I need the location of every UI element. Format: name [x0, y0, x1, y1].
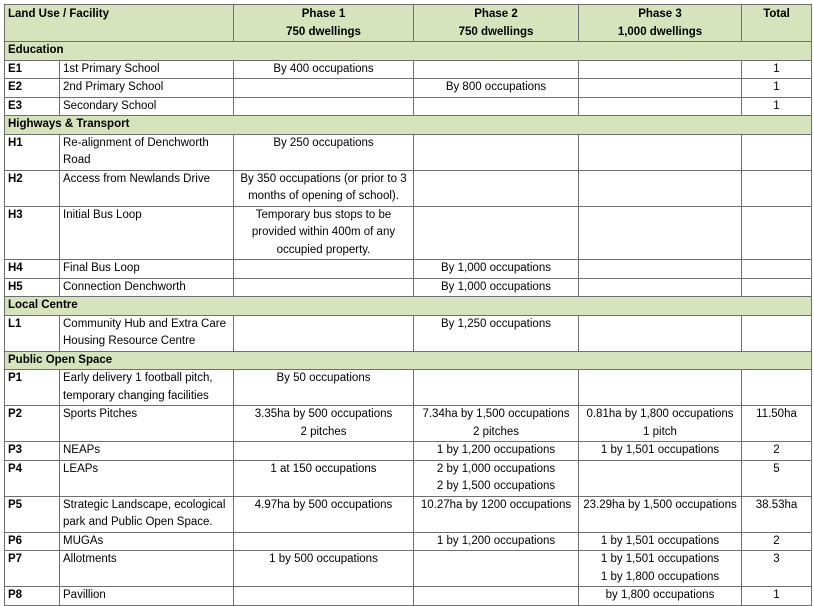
header-phase-1-title: Phase 1: [301, 8, 346, 20]
cell-line: 2 by 1,500 occupations: [436, 480, 556, 492]
cell-line: 2 pitches: [300, 425, 347, 438]
row-code: E2: [5, 79, 60, 98]
cell-line: Road: [63, 154, 91, 166]
facility-cell: [60, 532, 234, 551]
total-cell: [742, 278, 812, 297]
cell-line: Initial Bus Loop: [63, 208, 142, 221]
phase-3-cell: [579, 60, 742, 79]
header-total: Total: [742, 5, 812, 42]
phase-3-cell: [579, 370, 742, 406]
table-row: [5, 260, 812, 279]
phase-3-cell: [579, 134, 742, 170]
phase-1-cell: [234, 442, 414, 461]
phase-2-cell: [414, 315, 579, 351]
cell-line: Temporary bus stops to be: [255, 208, 392, 221]
total-cell: [742, 587, 812, 606]
cell-line: Community Hub and Extra Care: [63, 317, 226, 330]
table-row: [5, 442, 812, 461]
total-cell: [742, 406, 812, 442]
phase-3-cell: [579, 97, 742, 116]
phase-2-cell: [414, 278, 579, 297]
cell-line: 1 at 150 occupations: [270, 462, 377, 475]
phase-1-cell: [234, 97, 414, 116]
phase-3-cell: [579, 460, 742, 496]
row-code: H1: [5, 134, 60, 170]
table-row: [5, 587, 812, 606]
cell-line: 1 by 1,501 occupations: [600, 534, 720, 547]
phase-3-cell: [579, 442, 742, 461]
section-title: Local Centre: [5, 297, 812, 316]
cell-line: months of opening of school).: [248, 190, 399, 202]
phase-2-cell: [414, 370, 579, 406]
section-row: [5, 351, 812, 370]
cell-line: 1 by 1,200 occupations: [436, 444, 556, 456]
table-row: [5, 315, 812, 351]
phase-1-cell: [234, 260, 414, 279]
cell-line: 7.34ha by 1,500 occupations: [422, 408, 570, 420]
facility-cell: [60, 315, 234, 351]
cell-line: Pavillion: [63, 589, 106, 601]
cell-line: Sports Pitches: [63, 408, 138, 420]
cell-line: occupied property.: [276, 243, 371, 256]
cell-line: Re-alignment of Denchworth: [63, 136, 209, 149]
facility-cell: [60, 551, 234, 587]
row-code: L1: [5, 315, 60, 351]
phase-3-cell: [579, 587, 742, 606]
facility-cell: [60, 370, 234, 406]
phase-2-cell: [414, 170, 579, 206]
row-code: E1: [5, 60, 60, 79]
cell-line: 38.53ha: [755, 498, 798, 511]
facility-cell: [60, 442, 234, 461]
cell-line: Allotments: [63, 553, 117, 565]
phase-1-cell: [234, 170, 414, 206]
cell-line: 3.35ha by 500 occupations: [254, 408, 393, 420]
phase-2-cell: [414, 60, 579, 79]
phase-2-cell: [414, 551, 579, 587]
table-row: [5, 60, 812, 79]
phase-3-cell: [579, 496, 742, 532]
phase-2-cell: [414, 260, 579, 279]
facility-cell: [60, 79, 234, 98]
table-row: [5, 460, 812, 496]
total-cell: [742, 532, 812, 551]
total-cell: [742, 79, 812, 98]
header-phase-1: [234, 5, 414, 42]
row-code: P8: [5, 587, 60, 606]
facility-cell: [60, 170, 234, 206]
cell-line: 1: [773, 99, 780, 112]
total-cell: [742, 134, 812, 170]
table-row: [5, 170, 812, 206]
phase-1-cell: [234, 496, 414, 532]
phase-3-cell: [579, 79, 742, 98]
phase-2-cell: [414, 134, 579, 170]
infrastructure-phasing-table: [4, 4, 812, 606]
phase-2-cell: [414, 79, 579, 98]
cell-line: 1 by 500 occupations: [269, 553, 378, 565]
phase-1-cell: [234, 79, 414, 98]
table-row: [5, 134, 812, 170]
cell-line: Final Bus Loop: [63, 262, 140, 274]
phase-2-cell: [414, 406, 579, 442]
section-title: Highways & Transport: [5, 116, 812, 135]
phase-1-cell: [234, 551, 414, 587]
cell-line: Strategic Landscape, ecological: [63, 498, 226, 511]
cell-line: by 1,800 occupations: [605, 589, 715, 601]
phase-2-cell: [414, 496, 579, 532]
cell-line: 1 pitch: [643, 425, 677, 438]
section-row: [5, 297, 812, 316]
table-row: [5, 370, 812, 406]
table-row: [5, 278, 812, 297]
phase-1-cell: [234, 315, 414, 351]
total-cell: [742, 551, 812, 587]
cell-line: 5: [773, 462, 780, 475]
phase-3-cell: [579, 260, 742, 279]
cell-line: 2 pitches: [472, 425, 520, 438]
cell-line: 1: [773, 81, 780, 93]
total-cell: [742, 260, 812, 279]
cell-line: 1 by 1,800 occupations: [600, 570, 720, 583]
phase-1-cell: [234, 206, 414, 260]
phase-2-cell: [414, 442, 579, 461]
cell-line: Access from Newlands Drive: [63, 172, 210, 185]
total-cell: [742, 206, 812, 260]
cell-line: 4.97ha by 500 occupations: [254, 498, 393, 511]
cell-line: 2nd Primary School: [63, 81, 164, 93]
total-cell: [742, 442, 812, 461]
row-code: P2: [5, 406, 60, 442]
row-code: E3: [5, 97, 60, 116]
header-phase-3: [579, 5, 742, 42]
cell-line: By 1,000 occupations: [441, 262, 551, 274]
facility-cell: [60, 206, 234, 260]
header-phase-2-dwellings: 750 dwellings: [458, 25, 534, 38]
facility-cell: [60, 460, 234, 496]
cell-line: MUGAs: [63, 534, 104, 547]
facility-cell: [60, 406, 234, 442]
cell-line: By 800 occupations: [445, 81, 547, 93]
cell-line: By 50 occupations: [276, 372, 371, 384]
phase-2-cell: [414, 587, 579, 606]
total-cell: [742, 370, 812, 406]
row-code: P4: [5, 460, 60, 496]
cell-line: By 400 occupations: [273, 62, 374, 75]
row-code: P6: [5, 532, 60, 551]
phase-1-cell: [234, 60, 414, 79]
section-title: Public Open Space: [5, 351, 812, 370]
table-row: [5, 97, 812, 116]
header-phase-3-dwellings: 1,000 dwellings: [617, 25, 703, 38]
cell-line: Housing Resource Centre: [63, 335, 196, 347]
cell-line: By 250 occupations: [273, 136, 374, 149]
header-phase-3-title: Phase 3: [638, 8, 682, 20]
phase-2-cell: [414, 532, 579, 551]
phase-3-cell: [579, 532, 742, 551]
cell-line: Secondary School: [63, 99, 157, 112]
cell-line: 23.29ha by 1,500 occupations: [583, 498, 737, 511]
row-code: H5: [5, 278, 60, 297]
total-cell: [742, 170, 812, 206]
cell-line: By 1,000 occupations: [441, 280, 551, 293]
cell-line: provided within 400m of any: [251, 226, 396, 238]
total-cell: [742, 60, 812, 79]
cell-line: NEAPs: [63, 444, 101, 456]
cell-line: By 350 occupations (or prior to 3: [240, 172, 407, 185]
header-row: [5, 5, 812, 42]
row-code: P1: [5, 370, 60, 406]
cell-line: 1: [773, 62, 780, 75]
cell-line: 1st Primary School: [63, 62, 160, 75]
total-cell: [742, 315, 812, 351]
section-row: [5, 116, 812, 135]
table-row: [5, 206, 812, 260]
phase-1-cell: [234, 532, 414, 551]
facility-cell: [60, 97, 234, 116]
facility-cell: [60, 587, 234, 606]
table-row: [5, 496, 812, 532]
cell-line: 10.27ha by 1200 occupations: [420, 498, 572, 511]
phase-3-cell: [579, 315, 742, 351]
phase-1-cell: [234, 587, 414, 606]
total-cell: [742, 496, 812, 532]
total-cell: [742, 97, 812, 116]
section-title: Education: [5, 42, 812, 61]
table-row: [5, 406, 812, 442]
row-code: P7: [5, 551, 60, 587]
header-phase-2: [414, 5, 579, 42]
header-phase-2-title: Phase 2: [474, 8, 518, 20]
phase-3-cell: [579, 278, 742, 297]
cell-line: Connection Denchworth: [63, 280, 186, 293]
phase-1-cell: [234, 278, 414, 297]
table-row: [5, 532, 812, 551]
phase-3-cell: [579, 406, 742, 442]
cell-line: 1 by 1,501 occupations: [600, 444, 720, 456]
facility-cell: [60, 278, 234, 297]
cell-line: 1 by 1,501 occupations: [600, 553, 720, 565]
cell-line: 0.81ha by 1,800 occupations: [586, 408, 734, 420]
table-row: [5, 551, 812, 587]
cell-line: Early delivery 1 football pitch,: [63, 372, 213, 384]
section-row: [5, 42, 812, 61]
phase-1-cell: [234, 370, 414, 406]
row-code: P5: [5, 496, 60, 532]
facility-cell: [60, 260, 234, 279]
cell-line: 3: [773, 553, 780, 565]
header-phase-1-dwellings: 750 dwellings: [286, 25, 361, 38]
phase-1-cell: [234, 406, 414, 442]
header-land-use: Land Use / Facility: [5, 5, 234, 42]
facility-cell: [60, 134, 234, 170]
facility-cell: [60, 496, 234, 532]
phase-2-cell: [414, 97, 579, 116]
phase-1-cell: [234, 134, 414, 170]
row-code: H2: [5, 170, 60, 206]
cell-line: By 1,250 occupations: [441, 317, 551, 330]
cell-line: 1: [773, 589, 780, 601]
row-code: H4: [5, 260, 60, 279]
row-code: P3: [5, 442, 60, 461]
row-code: H3: [5, 206, 60, 260]
phase-2-cell: [414, 206, 579, 260]
cell-line: 2 by 1,000 occupations: [436, 462, 556, 475]
phase-3-cell: [579, 170, 742, 206]
table-row: [5, 79, 812, 98]
cell-line: 11.50ha: [756, 408, 797, 420]
cell-line: LEAPs: [63, 462, 99, 475]
cell-line: 2: [773, 444, 780, 456]
phase-3-cell: [579, 206, 742, 260]
phase-3-cell: [579, 551, 742, 587]
cell-line: 2: [773, 534, 780, 547]
facility-cell: [60, 60, 234, 79]
cell-line: 1 by 1,200 occupations: [436, 534, 556, 547]
cell-line: park and Public Open Space.: [63, 516, 213, 528]
total-cell: [742, 460, 812, 496]
cell-line: temporary changing facilities: [63, 389, 209, 402]
phase-1-cell: [234, 460, 414, 496]
table-body: [5, 42, 812, 606]
phase-2-cell: [414, 460, 579, 496]
